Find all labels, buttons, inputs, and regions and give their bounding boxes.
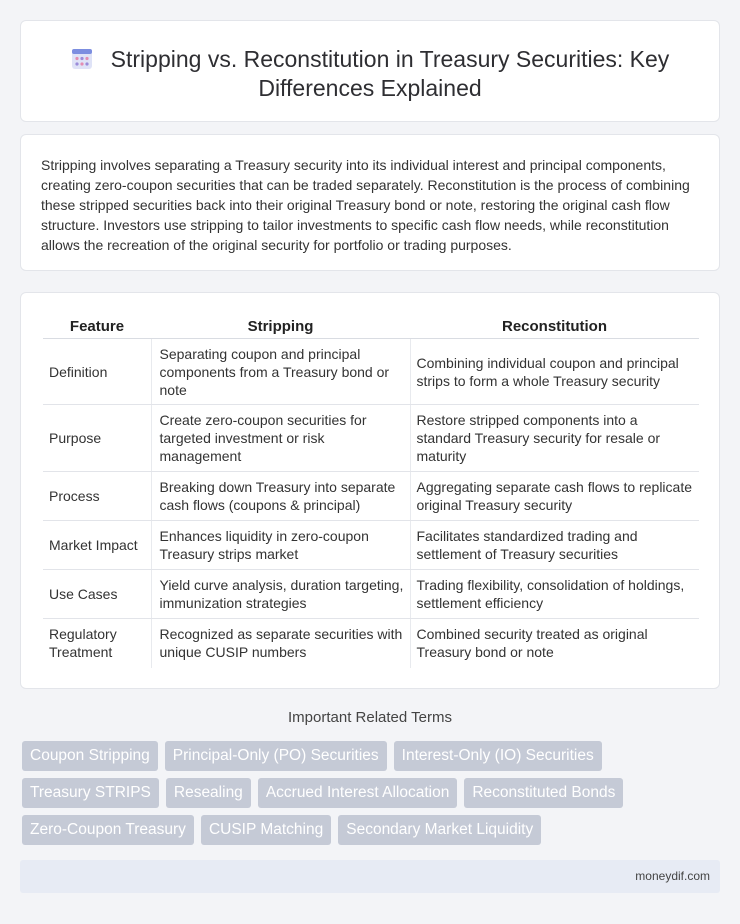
- reconstitution-cell: Aggregating separate cash flows to replicate original Treasury security: [410, 472, 699, 521]
- comparison-table-card: [20, 292, 720, 689]
- reconstitution-cell: Combined security treated as original Treasury bond or note: [410, 619, 699, 668]
- header-reconstitution: Reconstitution: [410, 312, 699, 339]
- related-term-tag[interactable]: Zero-Coupon Treasury: [22, 815, 194, 845]
- stripping-cell: Separating coupon and principal components from a Treasury bond or note: [151, 339, 410, 405]
- related-term-tag[interactable]: Treasury STRIPS: [22, 778, 159, 808]
- header-feature: Feature: [43, 312, 151, 339]
- table-header-row: [43, 312, 699, 339]
- feature-cell: Market Impact: [43, 521, 151, 570]
- feature-cell: Definition: [43, 339, 151, 405]
- feature-cell: Process: [43, 472, 151, 521]
- related-term-tag[interactable]: Interest-Only (IO) Securities: [394, 741, 602, 771]
- related-term-tag[interactable]: Coupon Stripping: [22, 741, 158, 771]
- related-term-tag[interactable]: Secondary Market Liquidity: [338, 815, 541, 845]
- related-term-tag[interactable]: Reconstituted Bonds: [464, 778, 623, 808]
- table-row: [43, 619, 699, 668]
- page-title-wrap: [21, 45, 719, 103]
- table-row: [43, 339, 699, 405]
- summary-text: Stripping involves separating a Treasury security into its individual interest and principal components, creating zero-coupon securities that can be traded separately. Reconstitution is the process of combining these stripped securities back into their original Treasury bond or note, restoring the original cash flow structure. Investors use stripping to tailor investments to specific cash flow needs, while reconstitution allows the recreation of the original security for portfolio or trading purposes.: [41, 157, 690, 253]
- footer-site-link[interactable]: moneydif.com: [635, 869, 710, 883]
- stripping-cell: Enhances liquidity in zero-coupon Treasury strips market: [151, 521, 410, 570]
- comparison-table: [43, 312, 699, 668]
- reconstitution-cell: Trading flexibility, consolidation of holdings, settlement efficiency: [410, 570, 699, 619]
- stripping-cell: Create zero-coupon securities for targeted investment or risk management: [151, 405, 410, 472]
- stripping-cell: Recognized as separate securities with unique CUSIP numbers: [151, 619, 410, 668]
- page-title: Stripping vs. Reconstitution in Treasury Securities: Key Differences Explained: [110, 46, 670, 101]
- feature-cell: Use Cases: [43, 570, 151, 619]
- related-terms-list: [22, 741, 722, 845]
- reconstitution-cell: Restore stripped components into a standard Treasury security for resale or maturity: [410, 405, 699, 472]
- related-term-tag[interactable]: Resealing: [166, 778, 251, 808]
- title-card: [20, 20, 720, 122]
- related-term-tag[interactable]: CUSIP Matching: [201, 815, 331, 845]
- stripping-cell: Yield curve analysis, duration targeting, immunization strategies: [151, 570, 410, 619]
- feature-cell: Regulatory Treatment: [49, 626, 117, 661]
- header-stripping: Stripping: [151, 312, 410, 339]
- summary-card: [20, 134, 720, 271]
- document-icon: [71, 48, 93, 70]
- stripping-cell: Breaking down Treasury into separate cash flows (coupons & principal): [151, 472, 410, 521]
- table-row: [43, 405, 699, 472]
- related-term-tag[interactable]: Accrued Interest Allocation: [258, 778, 458, 808]
- table-row: [43, 521, 699, 570]
- table-row: [43, 472, 699, 521]
- footer-bar: [20, 860, 720, 893]
- reconstitution-cell: Facilitates standardized trading and settlement of Treasury securities: [410, 521, 699, 570]
- related-terms-heading: Important Related Terms: [288, 709, 452, 726]
- feature-cell: Purpose: [43, 405, 151, 472]
- table-row: [43, 570, 699, 619]
- related-term-tag[interactable]: Principal-Only (PO) Securities: [165, 741, 387, 771]
- reconstitution-cell: Combining individual coupon and principal strips to form a whole Treasury security: [410, 339, 699, 405]
